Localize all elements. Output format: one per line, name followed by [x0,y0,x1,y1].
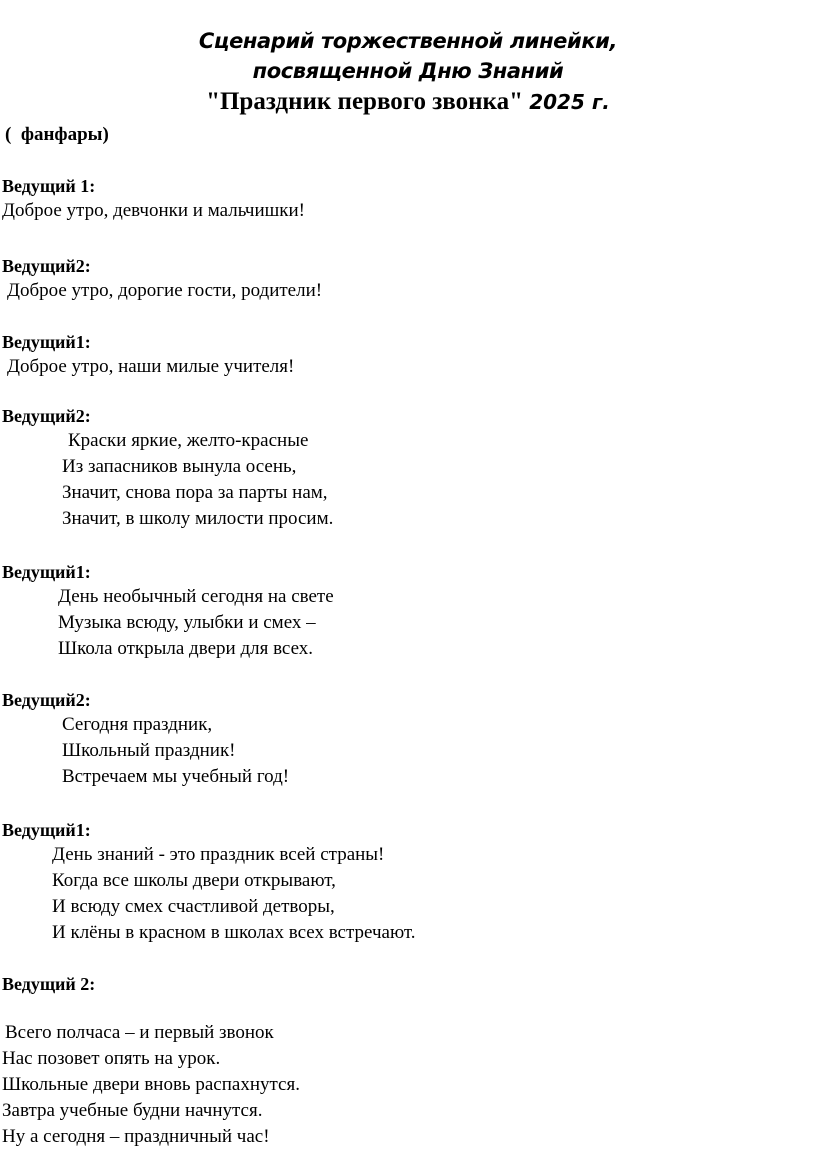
speaker-label: Ведущий1: [2,820,91,840]
speaker-label: Ведущий2: [2,406,91,426]
speaker-block [0,330,294,380]
title-line-1: Сценарий торжественной линейки, [198,29,618,53]
speaker-label: Ведущий2: [2,690,91,710]
title-line-2: посвященной Дню Знаний [252,59,564,83]
title-line-3 [0,86,816,118]
speech-line: И всюду смех счастливой детворы, [52,896,335,917]
speech-line: Доброе утро, наши милые учителя! [7,356,295,377]
speech-line: Доброе утро, девчонки и мальчишки! [2,200,305,221]
speech-line: Школьные двери вновь распахнутся. [2,1074,300,1095]
speech-line: Значит, снова пора за парты нам, [62,482,328,503]
speaker-block [0,818,416,946]
speech-line: Сегодня праздник, [62,714,213,735]
speaker-block [0,560,334,662]
speaker-block [0,174,305,224]
speech-line: Музыка всюду, улыбки и смех – [58,612,316,633]
speech-line: Когда все школы двери открывают, [52,870,336,891]
speaker-block [0,254,322,304]
speaker-label: Ведущий1: [2,562,91,582]
speaker-block [0,404,333,532]
speaker-block [0,688,289,790]
speech-line: И клёны в красном в школах всех встречают. [52,922,416,943]
speaker-label: Ведущий 1: [2,176,96,196]
speech-line: Нас позовет опять на урок. [2,1048,221,1069]
speaker-label: Ведущий2: [2,256,91,276]
speech-line: День необычный сегодня на свете [58,586,334,607]
speaker-label: Ведущий 2: [2,974,96,994]
speech-line: Доброе утро, дорогие гости, родители! [7,280,323,301]
speech-line: Из запасников вынула осень, [62,456,297,477]
speech-line: Завтра учебные будни начнутся. [2,1100,263,1121]
speaker-label: Ведущий1: [2,332,91,352]
speech-line: Всего полчаса – и первый звонок [5,1022,274,1043]
speech-line: Ну а сегодня – праздничный час! [2,1126,270,1147]
stage-direction: ( фанфары) [5,124,109,145]
title-year: 2025 г. [529,90,610,114]
speech-line: Школа открыла двери для всех. [58,638,314,659]
title-main-text: "Праздник первого звонка" [206,88,523,115]
speech-line: День знаний - это праздник всей страны! [52,844,385,865]
speech-line: Краски яркие, желто-красные [68,430,309,451]
speaker-block [0,972,300,1150]
speech-line: Встречаем мы учебный год! [62,766,290,787]
document-title [0,26,816,118]
speech-line: Значит, в школу милости просим. [62,508,334,529]
speech-line: Школьный праздник! [62,740,236,761]
